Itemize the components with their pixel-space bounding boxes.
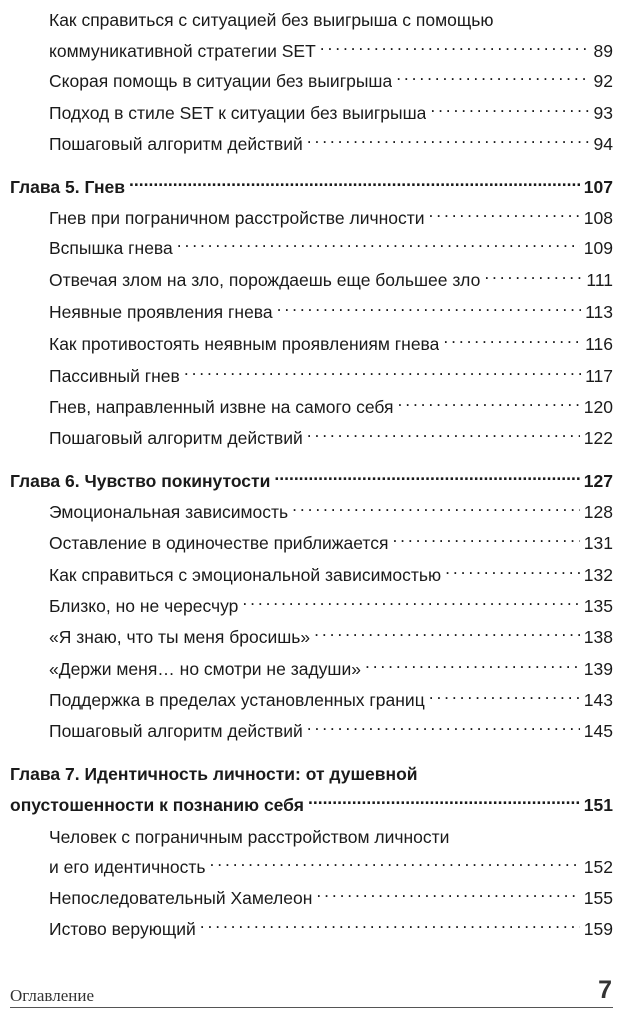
toc-entry-title: Пошаговый алгоритм действий <box>49 134 303 154</box>
dot-leader <box>307 133 590 151</box>
toc-entry-page: 152 <box>583 857 613 877</box>
toc-entry-title: Пассивный гнев <box>49 366 180 386</box>
toc-entry-title: «Я знаю, что ты меня бросишь» <box>49 627 311 647</box>
dot-leader <box>274 470 579 488</box>
toc-section-entry[interactable] <box>0 591 636 621</box>
toc-entry-title: Пошаговый алгоритм действий <box>49 721 303 741</box>
dot-leader <box>277 301 581 319</box>
toc-entry-title: «Держи меня… но смотри не задуши» <box>49 659 361 679</box>
toc-section-entry[interactable] <box>0 392 636 422</box>
toc-entry-page: 108 <box>583 208 613 228</box>
dot-leader <box>210 856 580 874</box>
toc-section-entry[interactable] <box>0 423 636 453</box>
toc-section-entry[interactable] <box>0 361 636 391</box>
toc-section-entry[interactable] <box>0 203 636 233</box>
toc-entry-page: 145 <box>583 721 613 741</box>
toc-entry-page: 120 <box>583 397 613 417</box>
toc-entry-title: Пошаговый алгоритм действий <box>49 428 303 448</box>
toc-section-entry[interactable] <box>0 622 636 652</box>
toc-entry-title: Поддержка в пределах установленных границ <box>49 690 425 710</box>
toc-section-entry[interactable] <box>0 129 636 159</box>
toc-section-entry[interactable] <box>0 329 636 359</box>
toc-entry-title: Отвечая злом на зло, порождаешь еще большее зло <box>49 270 481 290</box>
toc-section-entry[interactable] <box>0 66 636 96</box>
toc-entry-title: Глава 7. Идентичность личности: от душевной <box>10 764 418 784</box>
dot-leader <box>316 887 579 905</box>
toc-entry-title: Оставление в одиночестве приближается <box>49 533 389 553</box>
toc-section-entry[interactable] <box>0 716 636 746</box>
toc-entry-page: 155 <box>583 888 613 908</box>
toc-section-entry[interactable] <box>0 297 636 327</box>
toc-entry-page: 94 <box>593 134 613 154</box>
toc-entry-title: Эмоциональная зависимость <box>49 502 289 522</box>
dot-leader <box>396 70 589 88</box>
toc-section-entry[interactable] <box>0 822 636 852</box>
toc-entry-page: 122 <box>583 428 613 448</box>
toc-entry-title: и его идентичность <box>49 857 206 877</box>
toc-section-entry[interactable] <box>0 233 636 263</box>
toc-entry-page: 135 <box>583 596 613 616</box>
toc-entry-title: Истово верующий <box>49 919 196 939</box>
dot-leader <box>129 176 580 194</box>
dot-leader <box>177 237 580 255</box>
dot-leader <box>429 689 580 707</box>
toc-entry-page: 93 <box>593 103 613 123</box>
toc-entry-title: Как справиться с эмоциональной зависимостью <box>49 565 442 585</box>
footer-label: Оглавление <box>10 986 94 1005</box>
toc-entry-title: Неявные проявления гнева <box>49 302 273 322</box>
dot-leader <box>430 102 589 120</box>
dot-leader <box>429 207 580 225</box>
toc-entry-page: 159 <box>583 919 613 939</box>
toc-entry-page: 138 <box>583 627 613 647</box>
toc-entry-page: 131 <box>583 533 613 553</box>
toc-entry-title: Вспышка гнева <box>49 238 173 258</box>
toc-chapter-entry[interactable] <box>0 466 636 496</box>
toc-section-entry[interactable] <box>0 265 636 295</box>
toc-entry-title: опустошенности к познанию себя <box>10 795 304 815</box>
toc-section-entry[interactable] <box>0 5 636 35</box>
dot-leader <box>307 720 580 738</box>
toc-section-entry[interactable] <box>0 98 636 128</box>
dot-leader <box>242 595 579 613</box>
dot-leader <box>392 532 579 550</box>
toc-entry-page: 92 <box>593 71 613 91</box>
toc-entry-title: коммуникативной стратегии SET <box>49 41 316 61</box>
dot-leader <box>445 564 580 582</box>
toc-entry-page: 107 <box>583 177 613 197</box>
toc-section-entry[interactable] <box>0 36 636 66</box>
toc-entry-page: 109 <box>583 238 613 258</box>
dot-leader <box>314 626 580 644</box>
toc-entry-page: 116 <box>585 334 613 354</box>
toc-chapter-entry[interactable] <box>0 172 636 202</box>
toc-entry-page: 132 <box>583 565 613 585</box>
toc-section-entry[interactable] <box>0 914 636 944</box>
toc-entry-page: 128 <box>583 502 613 522</box>
toc-section-entry[interactable] <box>0 852 636 882</box>
toc-entry-page: 117 <box>585 366 613 386</box>
toc-entry-title: Непоследовательный Хамелеон <box>49 888 313 908</box>
dot-leader <box>307 427 580 445</box>
toc-chapter-entry[interactable] <box>0 759 636 789</box>
dot-leader <box>484 269 582 287</box>
toc-entry-title: Подход в стиле SET к ситуации без выигрыша <box>49 103 427 123</box>
toc-entry-title: Близко, но не чересчур <box>49 596 239 616</box>
toc-entry-title: Как справиться с ситуацией без выигрыша с помощью <box>49 10 494 30</box>
dot-leader <box>365 658 580 676</box>
toc-section-entry[interactable] <box>0 528 636 558</box>
toc-entry-title: Человек с пограничным расстройством личности <box>49 827 450 847</box>
dot-leader <box>200 918 580 936</box>
toc-section-entry[interactable] <box>0 883 636 913</box>
toc-entry-page: 127 <box>583 471 613 491</box>
dot-leader <box>443 333 581 351</box>
toc-entry-page: 151 <box>583 795 613 815</box>
dot-leader <box>292 501 580 519</box>
toc-entry-title: Скорая помощь в ситуации без выигрыша <box>49 71 393 91</box>
dot-leader <box>184 365 581 383</box>
toc-section-entry[interactable] <box>0 685 636 715</box>
footer-divider <box>10 1007 613 1008</box>
toc-entry-title: Как противостоять неявным проявлениям гнева <box>49 334 440 354</box>
toc-entry-page: 113 <box>585 302 613 322</box>
toc-entry-title: Гнев при пограничном расстройстве личности <box>49 208 425 228</box>
toc-entry-page: 139 <box>583 659 613 679</box>
toc-entry-title: Гнев, направленный извне на самого себя <box>49 397 394 417</box>
toc-entry-page: 143 <box>583 690 613 710</box>
dot-leader <box>398 396 580 414</box>
toc-entry-page: 89 <box>593 41 613 61</box>
page-number: 7 <box>598 976 612 1004</box>
toc-entry-page: 111 <box>586 270 613 290</box>
toc-entry-title: Глава 6. Чувство покинутости <box>10 471 271 491</box>
toc-section-entry[interactable] <box>0 654 636 684</box>
toc-section-entry[interactable] <box>0 560 636 590</box>
toc-section-entry[interactable] <box>0 497 636 527</box>
toc-chapter-entry[interactable] <box>0 790 636 820</box>
dot-leader <box>320 40 590 58</box>
dot-leader <box>308 794 580 812</box>
toc-entry-title: Глава 5. Гнев <box>10 177 126 197</box>
